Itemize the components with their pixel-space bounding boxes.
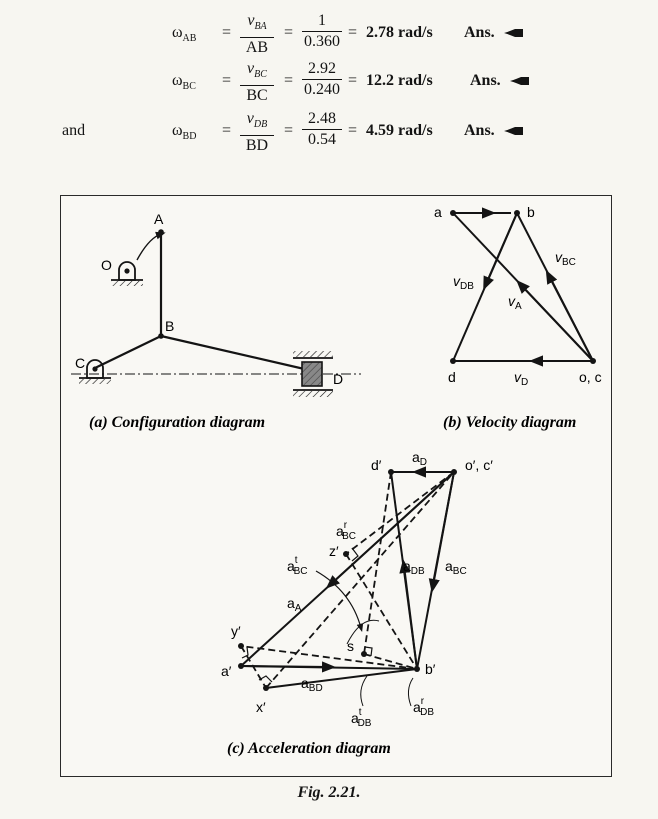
answer-label: Ans. bbox=[470, 72, 501, 89]
equals-sign: = bbox=[348, 24, 358, 41]
point-d bbox=[450, 358, 456, 364]
point-oc-prime bbox=[451, 469, 457, 475]
label-a: A bbox=[154, 211, 164, 227]
label-x-prime: x′ bbox=[256, 699, 266, 715]
equation-prefix: and bbox=[62, 122, 86, 139]
pointing-hand-icon bbox=[503, 124, 525, 138]
label-b: b bbox=[527, 204, 535, 220]
vector-vdb-arrow bbox=[486, 213, 517, 284]
vector-vbc-arrow bbox=[549, 276, 593, 361]
label-y-prime: y′ bbox=[231, 623, 241, 639]
equals-sign: = bbox=[284, 122, 294, 139]
point-y-prime bbox=[238, 643, 244, 649]
acceleration-diagram bbox=[221, 449, 493, 757]
point-b bbox=[514, 210, 520, 216]
velocity-fraction: $v_{DB}$ BD bbox=[240, 110, 274, 155]
dashed-d-s bbox=[364, 472, 391, 654]
answer-label: Ans. bbox=[464, 122, 495, 139]
point-x-prime bbox=[263, 685, 269, 691]
omega-arc bbox=[137, 234, 161, 260]
label-a-prime: a′ bbox=[221, 663, 232, 679]
dashed-components bbox=[241, 472, 454, 688]
equals-sign: = bbox=[222, 122, 232, 139]
point-z-prime bbox=[343, 551, 349, 557]
pointing-hand-icon bbox=[509, 74, 531, 88]
velocity-fraction: $v_{BA}$ AB bbox=[240, 12, 274, 57]
vector-b-x bbox=[266, 669, 417, 688]
dashed-x-o bbox=[266, 472, 454, 688]
numeric-fraction: 2.92 0.240 bbox=[304, 60, 340, 98]
equals-sign: = bbox=[284, 24, 294, 41]
pivot-o bbox=[111, 262, 143, 286]
link-bd bbox=[161, 336, 313, 371]
point-s bbox=[361, 651, 367, 657]
velocity-fraction: $v_{BC}$ BC bbox=[240, 60, 274, 105]
label-o: O bbox=[101, 257, 112, 273]
label-z-prime: z′ bbox=[329, 543, 339, 559]
equation-lhs: $\omega_{BC}$ bbox=[172, 72, 196, 93]
equation-result: 4.59 rad/s bbox=[366, 122, 433, 139]
label-ad: $a_D$ bbox=[412, 449, 428, 468]
label-b-prime: b′ bbox=[425, 661, 436, 677]
caption-velocity: (b) Velocity diagram bbox=[443, 414, 577, 431]
answer-label: Ans. bbox=[464, 24, 495, 41]
joint-b bbox=[158, 333, 164, 339]
point-a bbox=[450, 210, 456, 216]
velocity-diagram bbox=[434, 204, 602, 431]
numeric-fraction: 1 0.360 bbox=[304, 12, 340, 50]
equation-omega-bd bbox=[0, 108, 658, 154]
equals-sign: = bbox=[222, 24, 232, 41]
point-b-prime bbox=[414, 666, 420, 672]
label-abc-t: $a^t$ BC bbox=[287, 555, 308, 577]
equation-result: 12.2 rad/s bbox=[366, 72, 433, 89]
label-d-prime: d′ bbox=[371, 457, 382, 473]
label-s: s bbox=[347, 638, 354, 654]
link-bc bbox=[95, 336, 161, 368]
label-d: D bbox=[333, 371, 344, 387]
point-oc bbox=[590, 358, 596, 364]
label-aa: $a_A$ bbox=[287, 595, 302, 614]
label-a: a bbox=[434, 204, 442, 220]
equals-sign: = bbox=[284, 72, 294, 89]
label-vdb: $v_{DB}$ bbox=[453, 273, 474, 292]
numeric-fraction: 2.48 0.54 bbox=[302, 110, 342, 149]
configuration-diagram bbox=[71, 211, 361, 431]
label-vbc: $v_{BC}$ bbox=[555, 249, 576, 268]
equals-sign: = bbox=[348, 72, 358, 89]
label-abc: $a_{BC}$ bbox=[445, 558, 467, 577]
equation-omega-bc bbox=[0, 58, 658, 104]
label-oc: o, c bbox=[579, 369, 602, 385]
caption-configuration: (a) Configuration diagram bbox=[89, 414, 266, 431]
label-abd: $a_{BD}$ bbox=[301, 675, 323, 694]
label-va: $v_A$ bbox=[508, 293, 522, 312]
label-c: C bbox=[75, 355, 86, 371]
label-vd: $v_D$ bbox=[514, 369, 529, 388]
point-a-prime bbox=[238, 663, 244, 669]
pointing-hand-icon bbox=[503, 26, 525, 40]
figure-svg bbox=[61, 196, 611, 776]
label-d: d bbox=[448, 369, 456, 385]
equals-sign: = bbox=[222, 72, 232, 89]
point-d-prime bbox=[388, 469, 394, 475]
label-adb: $a_{DB}$ bbox=[403, 558, 425, 577]
label-b: B bbox=[165, 318, 175, 334]
dashed-s-b bbox=[364, 654, 417, 669]
figure-caption: Fig. 2.21. bbox=[297, 784, 361, 801]
label-adb-r: $a^r$ DB bbox=[413, 696, 435, 718]
label-adb-t: $a^t$ DB bbox=[351, 707, 372, 729]
alpha-arc bbox=[316, 571, 361, 628]
right-angle-x bbox=[259, 676, 272, 682]
equation-omega-ab bbox=[0, 10, 658, 56]
equation-lhs: $\omega_{AB}$ bbox=[172, 24, 197, 45]
joint-a bbox=[158, 229, 164, 235]
angle-arc-dbt bbox=[361, 676, 367, 706]
equation-result: 2.78 rad/s bbox=[366, 24, 433, 41]
vector-adb-arrow bbox=[404, 566, 417, 669]
figure-panel bbox=[60, 195, 612, 777]
caption-acceleration: (c) Acceleration diagram bbox=[227, 740, 391, 757]
equals-sign: = bbox=[348, 122, 358, 139]
label-oc-prime: o′, c′ bbox=[465, 457, 493, 473]
vector-va-arrow bbox=[521, 285, 593, 361]
equation-lhs: $\omega_{BD}$ bbox=[172, 122, 197, 143]
label-abc-r: $a^r$ BC bbox=[336, 520, 357, 542]
